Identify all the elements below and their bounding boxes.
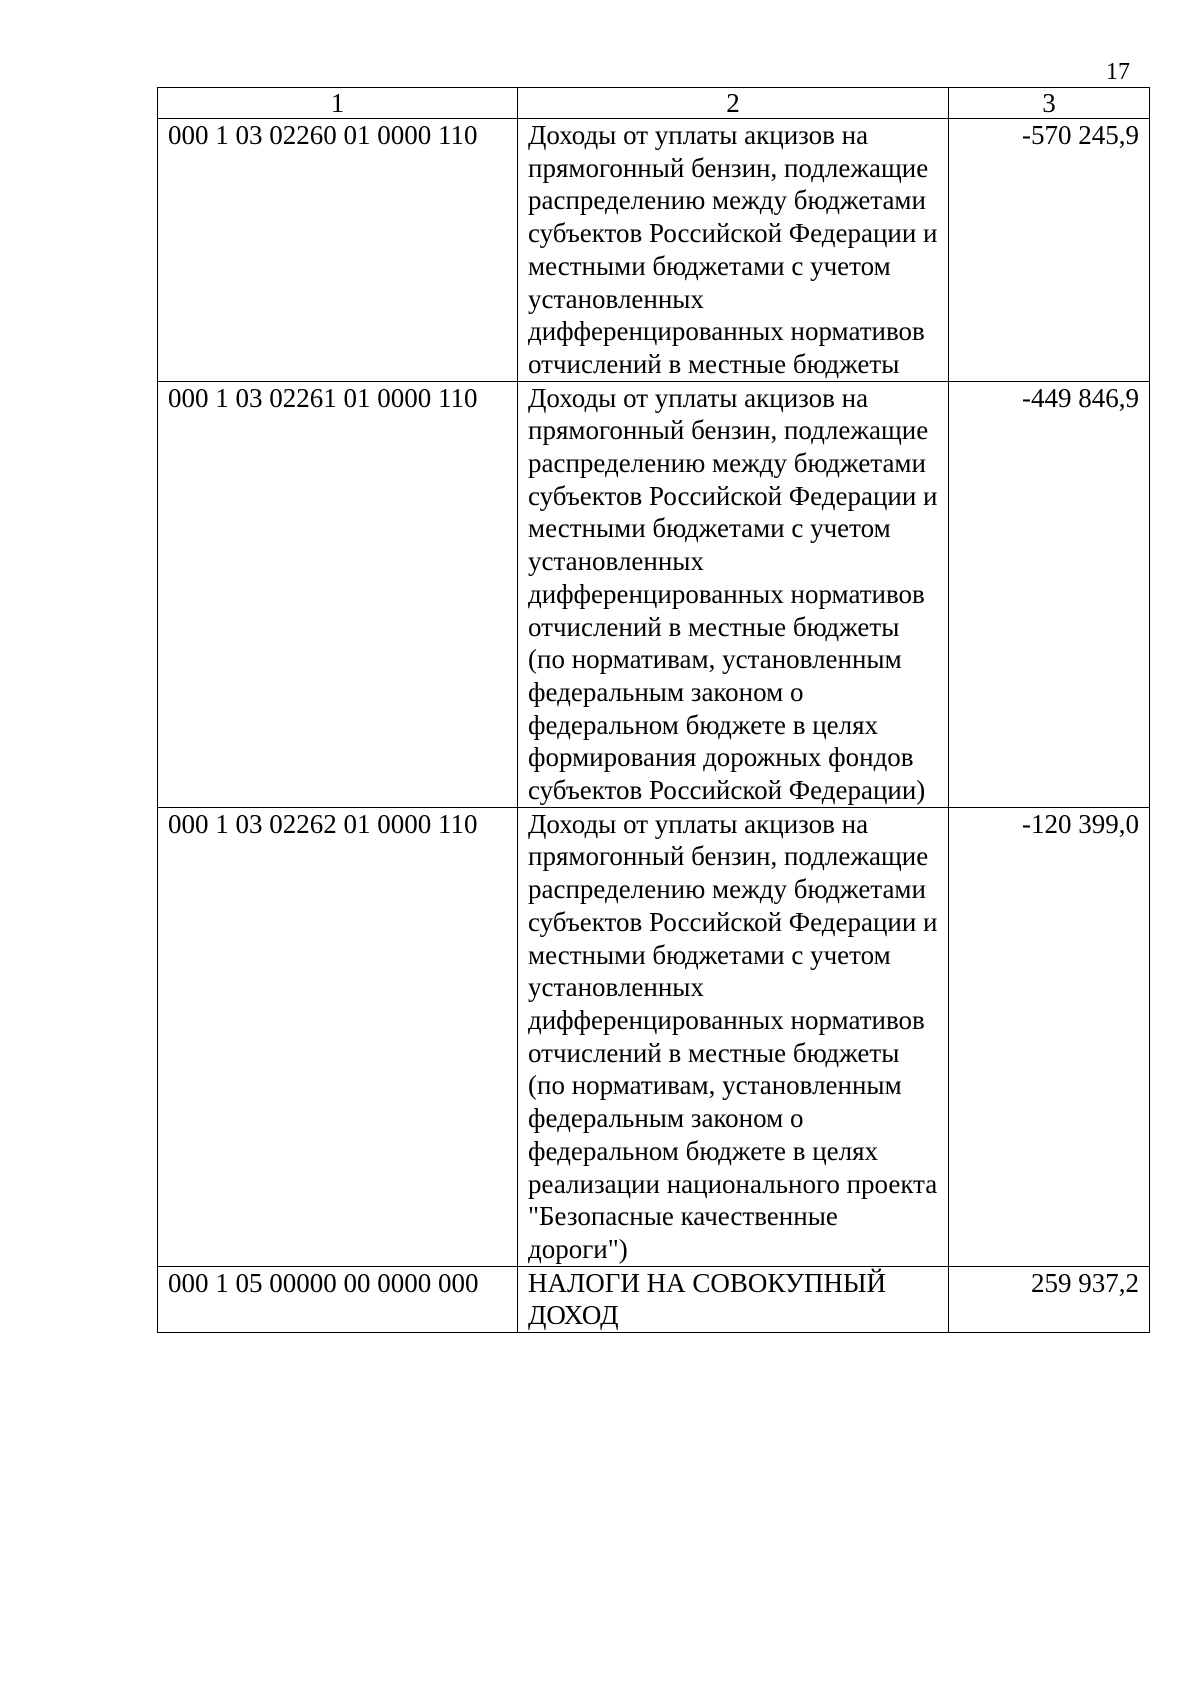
- revenue-code: 000 1 03 02261 01 0000 110: [158, 381, 518, 807]
- revenue-table: [157, 87, 1150, 1333]
- table-header-row: [158, 88, 1150, 119]
- table-row: [158, 381, 1150, 807]
- revenue-amount: -570 245,9: [949, 119, 1150, 382]
- revenue-name: Доходы от уплаты акцизов на прямогонный бензин, подлежащие распределению между бюджетами субъектов Российской Федерации и местными бюджетами с учетом установленных дифференцированных нормативов отчислений в местные бюджеты: [518, 119, 949, 382]
- table-row: [158, 119, 1150, 382]
- revenue-code: 000 1 03 02260 01 0000 110: [158, 119, 518, 382]
- revenue-code: 000 1 03 02262 01 0000 110: [158, 807, 518, 1266]
- revenue-name: Доходы от уплаты акцизов на прямогонный бензин, подлежащие распределению между бюджетами субъектов Российской Федерации и местными бюджетами с учетом установленных дифференцированных нормативов отчислений в местные бюджеты (по нормативам, установленным федеральным законом о федеральном бюджете в целях реализации национального проекта "Безопасные качественные дороги"): [518, 807, 949, 1266]
- revenue-code: 000 1 05 00000 00 0000 000: [158, 1266, 518, 1332]
- revenue-amount: -449 846,9: [949, 381, 1150, 807]
- column-header-amount: 3: [949, 88, 1150, 119]
- column-header-code: 1: [158, 88, 518, 119]
- column-header-name: 2: [518, 88, 949, 119]
- revenue-name: НАЛОГИ НА СОВОКУПНЫЙ ДОХОД: [518, 1266, 949, 1332]
- revenue-name: Доходы от уплаты акцизов на прямогонный бензин, подлежащие распределению между бюджетами субъектов Российской Федерации и местными бюджетами с учетом установленных дифференцированных нормативов отчислений в местные бюджеты (по нормативам, установленным федеральным законом о федеральном бюджете в целях формирования дорожных фондов субъектов Российской Федерации): [518, 381, 949, 807]
- page-number: 17: [1106, 59, 1130, 85]
- revenue-amount: 259 937,2: [949, 1266, 1150, 1332]
- table-row: [158, 1266, 1150, 1332]
- table-row: [158, 807, 1150, 1266]
- revenue-amount: -120 399,0: [949, 807, 1150, 1266]
